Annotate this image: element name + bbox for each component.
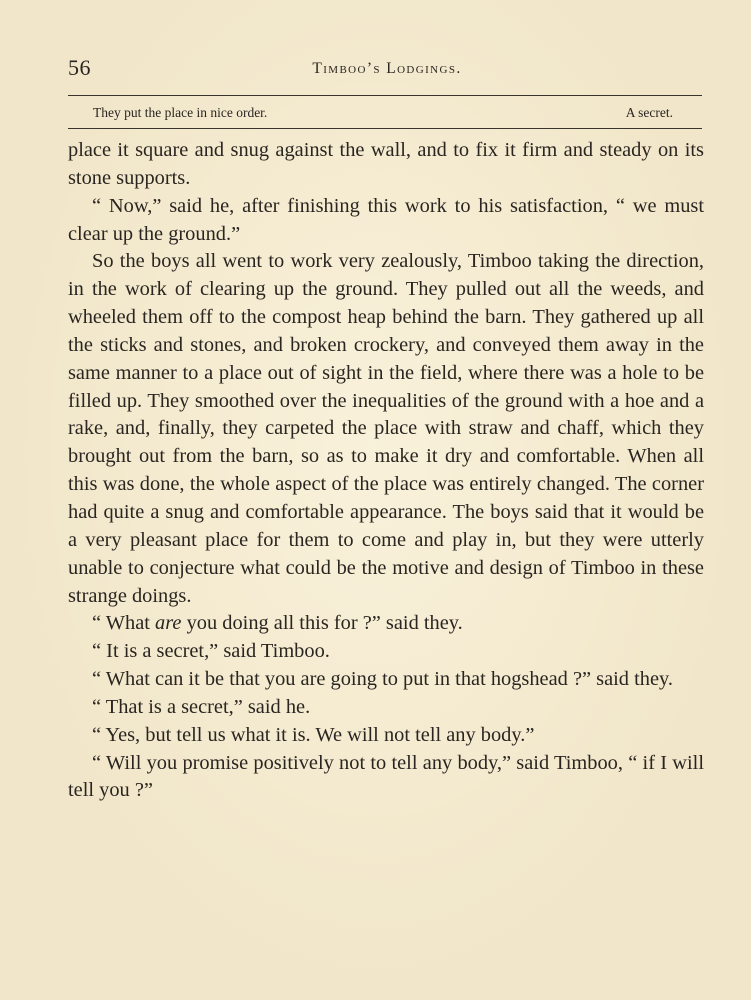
italic-word: are <box>155 612 182 635</box>
dialogue-paragraph: “ That is a secret,” said he. <box>92 695 311 718</box>
dialogue-paragraph: “ What can it be that you are going to put in that hogshead ?” said they. <box>92 668 673 691</box>
dialogue-text: you doing all this for ?” said they. <box>181 612 463 635</box>
running-title: Timboo’s Lodgings. <box>312 60 462 77</box>
body-text <box>68 137 704 805</box>
running-head <box>68 55 706 83</box>
dialogue-paragraph: “ It is a secret,” said Timboo. <box>92 640 330 663</box>
dialogue-paragraph: “ Will you promise positively not to tell any body,” said Timboo, “ if I will tell you ?” <box>68 751 704 802</box>
dialogue-paragraph: “ Yes, but tell us what it is. We will not tell any body.” <box>92 723 535 746</box>
dialogue-text: “ What <box>92 612 156 635</box>
dialogue-paragraph <box>68 610 704 638</box>
paragraph: place it square and snug against the wall, and to fix it firm and steady on its stone supports. <box>68 139 704 189</box>
marginal-note-right: A secret. <box>625 105 673 120</box>
header-rule-top <box>68 95 702 96</box>
header-rule-bottom <box>68 128 702 129</box>
paragraph: So the boys all went to work very zealously, Timboo taking the direction, in the work of clearing up the ground. They pulled out all the weeds, and wheeled them off to the compost heap behind the barn. They gathered up all the sticks and stones, and broken crockery, and conveyed them away in the same manner to a place out of sight in the field, where there was a hole to be filled up. They smoothed over the inequalities of the ground with a hoe and a rake, and, finally, they carpeted the place with straw and chaff, which they brought out from the barn, so as to make it dry and comfortable. When all this was done, the whole aspect of the place was entirely changed. The corner had quite a snug and comfortable appearance. The boys said that it would be a very pleasant place for them to come and play in, but they were utterly unable to conjecture what could be the motive and design of Timboo in these strange doings. <box>68 250 704 607</box>
marginal-note-left: They put the place in nice order. <box>93 105 268 120</box>
paragraph: “ Now,” said he, after finishing this work to his satisfaction, “ we must clear up the ground.” <box>68 194 704 245</box>
page-number: 56 <box>68 55 91 80</box>
